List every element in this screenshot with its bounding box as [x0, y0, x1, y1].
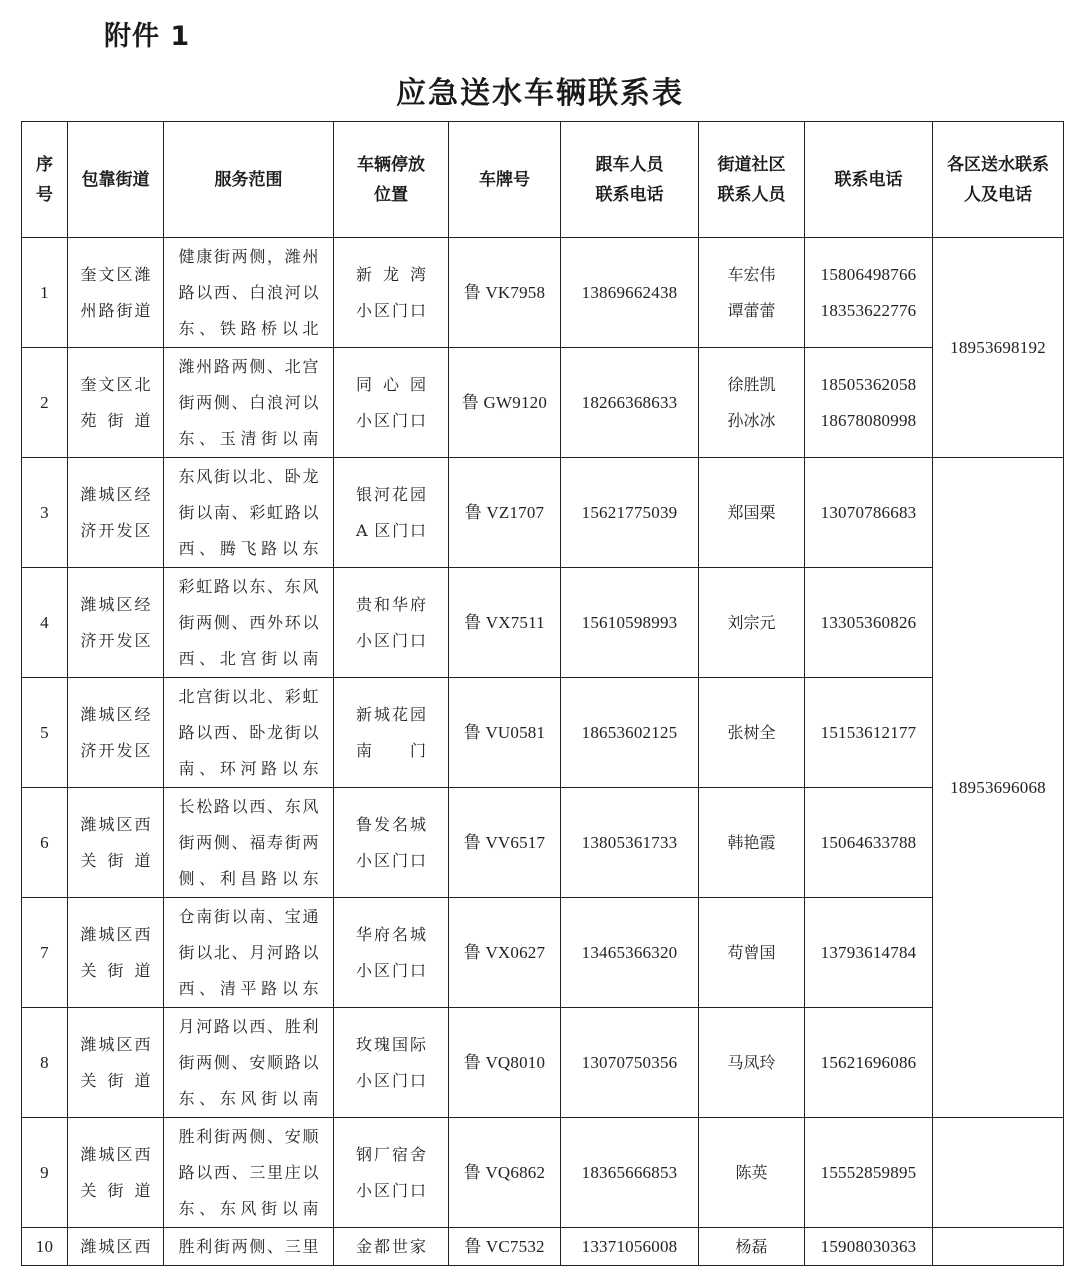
cell-phone — [805, 348, 933, 458]
scope-line: 仓南街以南、宝通 — [178, 906, 319, 926]
street-line: 潍城区西 — [80, 1236, 151, 1256]
cell-phone — [805, 1008, 933, 1118]
cell-seq: 8 — [22, 1008, 68, 1118]
scope-line: 胜利街两侧、安顺 — [178, 1126, 319, 1146]
community-line: 郑国栗 — [727, 502, 776, 522]
cell-community — [699, 348, 805, 458]
scope-line: 月河路以西、胜利 — [178, 1016, 319, 1036]
header-text: 位置 — [374, 184, 408, 205]
cell-escort-phone: 13805361733 — [561, 788, 699, 898]
cell-street — [68, 458, 164, 568]
scope-line: 西、北宫街以南 — [178, 648, 319, 668]
community-line: 韩艳霞 — [727, 832, 776, 852]
street-line: 关街道 — [80, 960, 151, 980]
header-phone — [805, 122, 933, 238]
phone-line: 18353622776 — [820, 300, 917, 320]
street-line: 奎文区北 — [80, 374, 151, 394]
cell-plate: 鲁 VX7511 — [449, 568, 561, 678]
header-row — [22, 122, 1064, 238]
header-street — [68, 122, 164, 238]
phone-line: 15908030363 — [820, 1236, 917, 1256]
scope-line: 侧、利昌路以东 — [178, 868, 319, 888]
table-row — [22, 1008, 1064, 1118]
header-escort — [561, 122, 699, 238]
cell-street — [68, 348, 164, 458]
cell-plate: 鲁 VQ8010 — [449, 1008, 561, 1118]
cell-escort-phone: 18365666853 — [561, 1118, 699, 1228]
cell-location — [334, 788, 449, 898]
scope-line: 街两侧、福寿街两 — [178, 832, 319, 852]
scope-line: 路以西、卧龙街以 — [178, 722, 319, 742]
location-line: 金都世家 — [356, 1236, 426, 1256]
cell-street — [68, 238, 164, 348]
cell-scope — [164, 568, 334, 678]
table-row — [22, 1228, 1064, 1266]
location-line: 小区门口 — [356, 960, 426, 980]
cell-community — [699, 238, 805, 348]
cell-location — [334, 1008, 449, 1118]
cell-street — [68, 568, 164, 678]
table-row — [22, 788, 1064, 898]
header-text: 各区送水联系 — [947, 154, 1049, 175]
cell-location — [334, 898, 449, 1008]
cell-scope — [164, 458, 334, 568]
header-text: 联系电话 — [595, 184, 664, 205]
street-line: 关街道 — [80, 850, 151, 870]
header-text: 号 — [36, 184, 53, 205]
location-line: 南门 — [356, 740, 426, 760]
cell-district-contact: 18953698192 — [933, 238, 1064, 458]
scope-line: 街两侧、白浪河以 — [178, 392, 319, 412]
cell-escort-phone: 13070750356 — [561, 1008, 699, 1118]
phone-line: 15552859895 — [820, 1162, 917, 1182]
location-line: 鲁发名城 — [356, 814, 426, 834]
cell-district-empty — [933, 1228, 1064, 1266]
cell-escort-phone: 13869662438 — [561, 238, 699, 348]
cell-plate: 鲁 VQ6862 — [449, 1118, 561, 1228]
header-seq — [22, 122, 68, 238]
phone-line: 15806498766 — [820, 264, 917, 284]
cell-community — [699, 568, 805, 678]
attachment-label: 附件 1 — [104, 21, 191, 52]
street-line: 关街道 — [80, 1180, 151, 1200]
cell-phone — [805, 898, 933, 1008]
cell-community — [699, 678, 805, 788]
scope-line: 西、腾飞路以东 — [178, 538, 319, 558]
scope-line: 彩虹路以东、东风 — [178, 576, 319, 596]
cell-scope — [164, 678, 334, 788]
header-district — [933, 122, 1064, 238]
scope-line: 东、东风街以南 — [178, 1088, 319, 1108]
cell-seq: 4 — [22, 568, 68, 678]
scope-line: 健康街两侧，潍州 — [178, 246, 319, 266]
location-line: 同心园 — [356, 374, 426, 394]
cell-scope — [164, 788, 334, 898]
phone-line: 18505362058 — [820, 374, 917, 394]
cell-street — [68, 1228, 164, 1266]
table-row — [22, 898, 1064, 1008]
cell-seq: 9 — [22, 1118, 68, 1228]
scope-line: 街以北、月河路以 — [178, 942, 319, 962]
scope-line: 南、环河路以东 — [178, 758, 319, 778]
cell-scope — [164, 1118, 334, 1228]
scope-line: 西、清平路以东 — [178, 978, 319, 998]
location-line: 小区门口 — [356, 630, 426, 650]
cell-scope — [164, 238, 334, 348]
location-line: 贵和华府 — [356, 594, 426, 614]
street-line: 潍城区西 — [80, 1034, 151, 1054]
header-community — [699, 122, 805, 238]
street-line: 潍城区西 — [80, 924, 151, 944]
location-line: 玫瑰国际 — [356, 1034, 426, 1054]
phone-line: 15153612177 — [820, 722, 917, 742]
cell-location — [334, 1228, 449, 1266]
cell-plate: 鲁 VX0627 — [449, 898, 561, 1008]
street-line: 潍城区经 — [80, 484, 151, 504]
location-line: 新城花园 — [356, 704, 426, 724]
scope-line: 街两侧、安顺路以 — [178, 1052, 319, 1072]
cell-seq: 10 — [22, 1228, 68, 1266]
street-line: 州路街道 — [80, 300, 151, 320]
cell-location — [334, 458, 449, 568]
header-text: 序 — [36, 154, 53, 175]
cell-location — [334, 348, 449, 458]
cell-scope — [164, 898, 334, 1008]
community-line: 车宏伟 — [727, 264, 776, 284]
scope-line: 东、东风街以南 — [178, 1198, 319, 1218]
cell-escort-phone: 13371056008 — [561, 1228, 699, 1266]
cell-phone — [805, 678, 933, 788]
cell-plate: 鲁 VK7958 — [449, 238, 561, 348]
location-line: 小区门口 — [356, 300, 426, 320]
table-body — [22, 122, 1064, 1266]
header-text: 街道社区 — [717, 154, 786, 175]
community-line: 徐胜凯 — [727, 374, 776, 394]
header-text: 联系人员 — [717, 184, 786, 205]
cell-phone — [805, 1228, 933, 1266]
location-line: 钢厂宿舍 — [356, 1144, 426, 1164]
cell-street — [68, 788, 164, 898]
table-row — [22, 568, 1064, 678]
community-line: 陈英 — [735, 1162, 768, 1182]
header-text: 服务范围 — [214, 169, 283, 190]
location-line: 小区门口 — [356, 1180, 426, 1200]
scope-line: 东、玉清街以南 — [178, 428, 319, 448]
phone-line: 13793614784 — [820, 942, 917, 962]
cell-escort-phone: 15610598993 — [561, 568, 699, 678]
cell-street — [68, 678, 164, 788]
header-text: 包靠街道 — [81, 169, 150, 190]
cell-district-empty — [933, 1118, 1064, 1228]
location-line: A 区门口 — [356, 520, 426, 540]
table-row — [22, 238, 1064, 348]
header-text: 车牌号 — [479, 169, 530, 190]
header-scope — [164, 122, 334, 238]
cell-phone — [805, 458, 933, 568]
location-line: 小区门口 — [356, 1070, 426, 1090]
street-line: 济开发区 — [80, 520, 151, 540]
scope-line: 潍州路两侧、北宫 — [178, 356, 319, 376]
cell-escort-phone: 18653602125 — [561, 678, 699, 788]
cell-scope — [164, 1228, 334, 1266]
contact-table — [21, 121, 1064, 1266]
location-line: 小区门口 — [356, 850, 426, 870]
cell-location — [334, 568, 449, 678]
cell-escort-phone: 18266368633 — [561, 348, 699, 458]
cell-street — [68, 898, 164, 1008]
cell-seq: 7 — [22, 898, 68, 1008]
document-title: 应急送水车辆联系表 — [396, 76, 684, 111]
header-text: 联系电话 — [834, 169, 903, 190]
header-plate — [449, 122, 561, 238]
cell-escort-phone: 13465366320 — [561, 898, 699, 1008]
street-line: 潍城区经 — [80, 704, 151, 724]
cell-district-contact: 18953696068 — [933, 458, 1064, 1118]
cell-location — [334, 238, 449, 348]
scope-line: 胜利街两侧、三里 — [178, 1236, 319, 1256]
cell-plate: 鲁 VC7532 — [449, 1228, 561, 1266]
community-line: 马凤玲 — [727, 1052, 776, 1072]
scope-line: 长松路以西、东风 — [178, 796, 319, 816]
table-row — [22, 678, 1064, 788]
header-text: 人及电话 — [964, 184, 1032, 205]
street-line: 奎文区潍 — [80, 264, 151, 284]
location-line: 小区门口 — [356, 410, 426, 430]
cell-community — [699, 788, 805, 898]
scope-line: 路以西、三里庄以 — [178, 1162, 319, 1182]
cell-community — [699, 458, 805, 568]
street-line: 潍城区西 — [80, 1144, 151, 1164]
scope-line: 东、铁路桥以北 — [178, 318, 319, 338]
street-line: 关街道 — [80, 1070, 151, 1090]
cell-street — [68, 1008, 164, 1118]
street-line: 潍城区经 — [80, 594, 151, 614]
cell-plate: 鲁 GW9120 — [449, 348, 561, 458]
community-line: 孙冰冰 — [727, 410, 776, 430]
cell-seq: 3 — [22, 458, 68, 568]
cell-seq: 5 — [22, 678, 68, 788]
location-line: 华府名城 — [356, 924, 426, 944]
location-line: 银河花园 — [356, 484, 426, 504]
cell-phone — [805, 238, 933, 348]
scope-line: 北宫街以北、彩虹 — [178, 686, 319, 706]
cell-seq: 2 — [22, 348, 68, 458]
header-text: 车辆停放 — [357, 154, 425, 175]
scope-line: 街两侧、西外环以 — [178, 612, 319, 632]
community-line: 苟曾国 — [727, 942, 776, 962]
street-line: 苑街道 — [80, 410, 151, 430]
cell-scope — [164, 1008, 334, 1118]
cell-seq: 6 — [22, 788, 68, 898]
phone-line: 13070786683 — [820, 502, 917, 522]
cell-location — [334, 1118, 449, 1228]
cell-community — [699, 1008, 805, 1118]
header-location — [334, 122, 449, 238]
scope-line: 路以西、白浪河以 — [178, 282, 319, 302]
cell-phone — [805, 788, 933, 898]
phone-line: 18678080998 — [820, 410, 917, 430]
cell-location — [334, 678, 449, 788]
cell-community — [699, 1118, 805, 1228]
scope-line: 东风街以北、卧龙 — [178, 466, 319, 486]
location-line: 新龙湾 — [356, 264, 426, 284]
street-line: 潍城区西 — [80, 814, 151, 834]
phone-line: 13305360826 — [820, 612, 917, 632]
phone-line: 15064633788 — [820, 832, 917, 852]
cell-plate: 鲁 VV6517 — [449, 788, 561, 898]
scope-line: 街以南、彩虹路以 — [178, 502, 319, 522]
community-line: 杨磊 — [735, 1236, 768, 1256]
cell-scope — [164, 348, 334, 458]
street-line: 济开发区 — [80, 740, 151, 760]
cell-community — [699, 1228, 805, 1266]
cell-plate: 鲁 VZ1707 — [449, 458, 561, 568]
phone-line: 15621696086 — [820, 1052, 917, 1072]
cell-seq: 1 — [22, 238, 68, 348]
cell-street — [68, 1118, 164, 1228]
table-row — [22, 1118, 1064, 1228]
cell-phone — [805, 1118, 933, 1228]
cell-community — [699, 898, 805, 1008]
community-line: 张树全 — [727, 722, 776, 742]
table-row — [22, 458, 1064, 568]
cell-escort-phone: 15621775039 — [561, 458, 699, 568]
community-line: 谭蕾蕾 — [727, 300, 776, 320]
cell-plate: 鲁 VU0581 — [449, 678, 561, 788]
community-line: 刘宗元 — [727, 612, 776, 632]
cell-phone — [805, 568, 933, 678]
table-row — [22, 348, 1064, 458]
header-text: 跟车人员 — [595, 154, 664, 175]
street-line: 济开发区 — [80, 630, 151, 650]
